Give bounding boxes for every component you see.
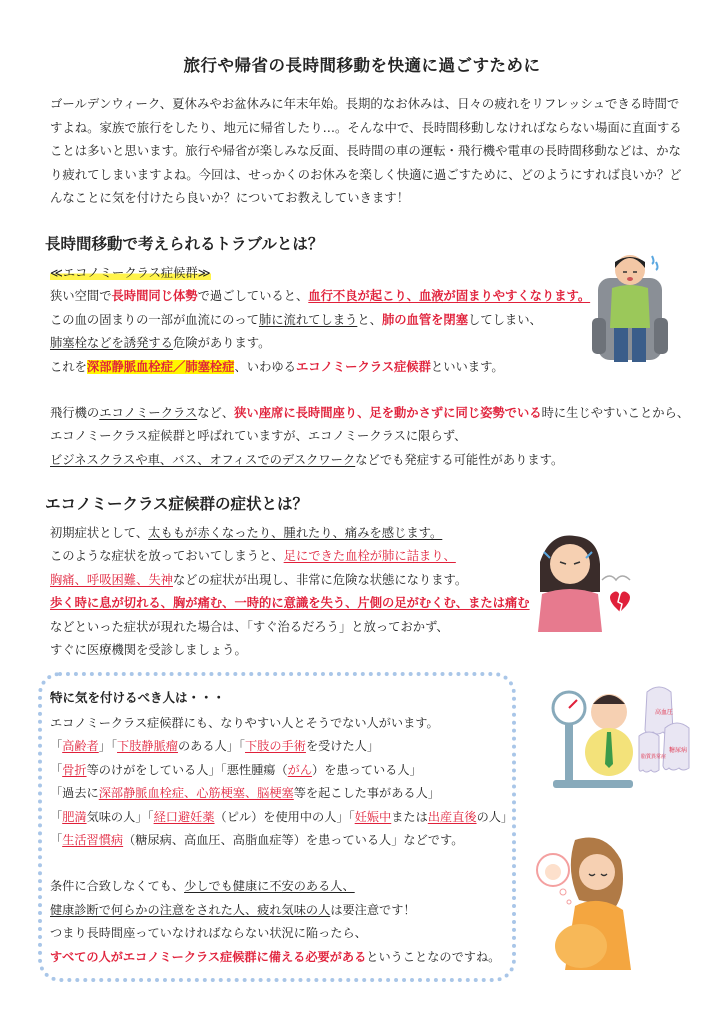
mouth xyxy=(627,277,633,281)
text-red: 狭い座席に長時間座り、足を動かさずに同じ姿勢でいる xyxy=(234,406,542,421)
shirt xyxy=(538,589,602,632)
section1-heading: 長時間移動で考えられるトラブルとは？ xyxy=(45,235,324,253)
ghost-label: 高血圧 xyxy=(655,709,674,716)
armrest xyxy=(592,318,606,354)
text-red: 長時間同じ体勢 xyxy=(111,289,198,304)
text-red: 歩く時に息が切れる、胸が痛む、一時的に意識を失う、片側の足がむくむ、または痛む xyxy=(50,596,530,611)
text: を受けた人」 xyxy=(305,739,380,754)
text-ul: 肺塞栓などを誘発する xyxy=(50,336,173,351)
text-red: がん xyxy=(287,762,313,777)
text: など、 xyxy=(197,406,235,421)
leg xyxy=(614,328,628,362)
belly xyxy=(555,924,607,968)
text: などの症状が出現し、非常に危険な状態になります。 xyxy=(172,572,468,587)
armrest xyxy=(654,318,668,354)
text: このような症状を放っておいてしまうと、 xyxy=(50,549,284,564)
text-red: 肥満 xyxy=(62,809,87,824)
pain-lines xyxy=(602,576,630,580)
seated-man-illustration xyxy=(590,248,670,368)
text-red: 骨折 xyxy=(62,762,87,777)
shirt xyxy=(610,285,650,328)
text: つまり長時間座っていなければならない状況に陥ったら、 xyxy=(50,926,367,941)
leg xyxy=(632,328,646,362)
text: 危険があります。 xyxy=(172,336,271,351)
text-highlight: 深部静脈血栓症／肺塞栓症 xyxy=(86,359,235,374)
text: エコノミークラス症候群と呼ばれていますが、エコノミークラスに限らず、 xyxy=(50,429,467,444)
sweat-icon xyxy=(652,256,658,270)
face xyxy=(550,544,590,584)
text: 等のけがをしている人」「悪性腫瘍（ xyxy=(86,762,288,777)
text: などといった症状が現れた場合は、「すぐ治るだろう」と放っておかず、 xyxy=(50,619,449,634)
text-ul: 太ももが赤くなったり、腫れたり、痛みを感じます。 xyxy=(148,526,443,540)
ghost-label: 脂質異常症 xyxy=(641,754,667,760)
scale-pole xyxy=(565,724,573,784)
text: エコノミークラス症候群にも、なりやすい人とそうでない人がいます。 xyxy=(50,716,439,730)
text-red: 下肢の手術 xyxy=(245,739,306,754)
text-red: 出産直後 xyxy=(427,809,477,824)
ghost-label: 糖尿病 xyxy=(669,747,688,754)
text: ということなのですね。 xyxy=(366,949,501,964)
text: してしまい、 xyxy=(468,312,542,327)
text-red: すべての人がエコノミークラス症候群に備える必要がある xyxy=(50,949,367,964)
text-red: 下肢静脈瘤 xyxy=(117,739,178,754)
section2-heading: エコノミークラス症候群の症状とは？ xyxy=(45,495,309,513)
text-ul: ビジネスクラスや車、バス、オフィスでのデスクワーク xyxy=(50,452,356,467)
text-red: 足にできた血栓が肺に詰まり、 xyxy=(283,549,456,564)
text: 飛行機の xyxy=(50,406,100,421)
text: これを xyxy=(50,359,87,374)
text-red: 胸痛、呼吸困難、失神 xyxy=(50,572,173,587)
text: 、いわゆる xyxy=(234,359,296,374)
text: （ピル）を使用中の人」「 xyxy=(214,809,355,824)
text: などでも発症する可能性があります。 xyxy=(355,452,564,467)
page-title: 旅行や帰省の長時間移動を快適に過ごすために xyxy=(183,56,541,75)
text: （糖尿病、高血圧、高脂血症等）を患っている人」などです。 xyxy=(123,833,464,848)
text-ul: 少しでも健康に不安のある人、 xyxy=(184,879,355,894)
bubble-dot xyxy=(560,889,566,895)
ghost-icon xyxy=(639,732,659,772)
hair xyxy=(593,695,625,704)
text: 狭い空間で xyxy=(50,289,112,304)
overweight-man-illustration xyxy=(547,682,692,792)
text: の人」 xyxy=(476,809,514,824)
text-red: 深部静脈血栓症、心筋梗塞、脳梗塞 xyxy=(98,786,294,801)
text-red: 生活習慣病 xyxy=(62,833,124,848)
text: 初期症状として、 xyxy=(50,526,149,540)
chest-pain-woman-illustration xyxy=(530,532,640,632)
text: または xyxy=(391,809,428,824)
text: この血の固まりの一部が血流にのって xyxy=(50,312,259,327)
text-red: 肺の血管を閉塞 xyxy=(381,312,469,327)
baby-face xyxy=(545,864,561,880)
face xyxy=(579,854,615,890)
text: のある人」「 xyxy=(177,739,245,754)
text-red: 妊娠中 xyxy=(354,809,392,824)
intro-paragraph: ゴールデンウィーク、夏休みやお盆休みに年末年始。長期的なお休みは、日々の疲れをリフレッシュできる時間ですよね。家族で旅行をしたり、地元に帰省したり…。そんな中で、長時間移動しなければならない場面に直面することは多いと思います。旅行や帰省が楽しみな反面、長時間の車の運転・飛行機や電車の長時間移動などは、かなり疲れてしまいますよね。今回は、せっかくのお休みを楽しく快適に過ごすために、どのようにすれば良いか？どんなことに気を付けたら良いか？についてお教えしていきます！ xyxy=(50,96,682,205)
section2-body xyxy=(50,522,530,662)
text-red: エコノミークラス症候群 xyxy=(295,359,431,374)
text: 時に生じやすいことから、 xyxy=(541,406,690,421)
text: 等を起こした事がある人」 xyxy=(293,786,440,801)
text-ul: 肺に流れてしまう xyxy=(258,312,358,327)
text-ul: 健康診断で何らかの注意をされた人、疲れ気味の人 xyxy=(50,902,331,917)
text-ul: エコノミークラス xyxy=(99,406,198,421)
text: といいます。 xyxy=(430,359,504,374)
text-red: 経口避妊薬 xyxy=(153,809,215,824)
text: ）を患っている人」 xyxy=(312,762,422,777)
bubble-dot xyxy=(567,900,571,904)
text: 「過去に xyxy=(50,786,99,801)
syndrome-tag: ≪エコノミークラス症候群≫ xyxy=(50,266,211,280)
text: で過ごしていると、 xyxy=(197,289,309,304)
text: 条件に合致しなくても、 xyxy=(50,879,185,894)
text: は要注意です！ xyxy=(330,902,416,917)
box-body: エコノミークラス症候群にも、なりやすい人とそうでない人がいます。 「高齢者」「下肢静脈瘤のある人」「下肢の手術を受けた人」 「骨折等のけがをしている人」「悪性腫瘍（がん）を患っている人」 「過去に深部静脈血栓症、心筋梗塞、脳梗塞等を起こした事がある人」 「肥満気味の人」「経口避妊薬（ピル）を使用中の人」「妊娠中または出産直後の人」 「生活習慣病（糖尿病、高血圧、高脂血症等）を患っている人」などです。 条件に合致しなくても、少しでも健康に不安のある人、 健康診断で何らかの注意をされた人、疲れ気味の人は要注意です！ つまり長時間座っていなければならない状況に陥ったら、 すべての人がエコノミークラス症候群に備える必要があるということなのですね。 xyxy=(50,712,513,969)
text-red: 高齢者 xyxy=(62,739,99,754)
text: すぐに医療機関を受診しましょう。 xyxy=(50,643,247,658)
text: 気味の人」「 xyxy=(86,809,154,824)
pregnant-woman-illustration xyxy=(535,830,645,970)
text-red: 血行不良が起こり、血液が固まりやすくなります。 xyxy=(308,289,591,304)
scale-base xyxy=(553,780,633,788)
text: と、 xyxy=(357,312,382,327)
box-heading: 特に気を付けるべき人は・・・ xyxy=(50,690,226,705)
